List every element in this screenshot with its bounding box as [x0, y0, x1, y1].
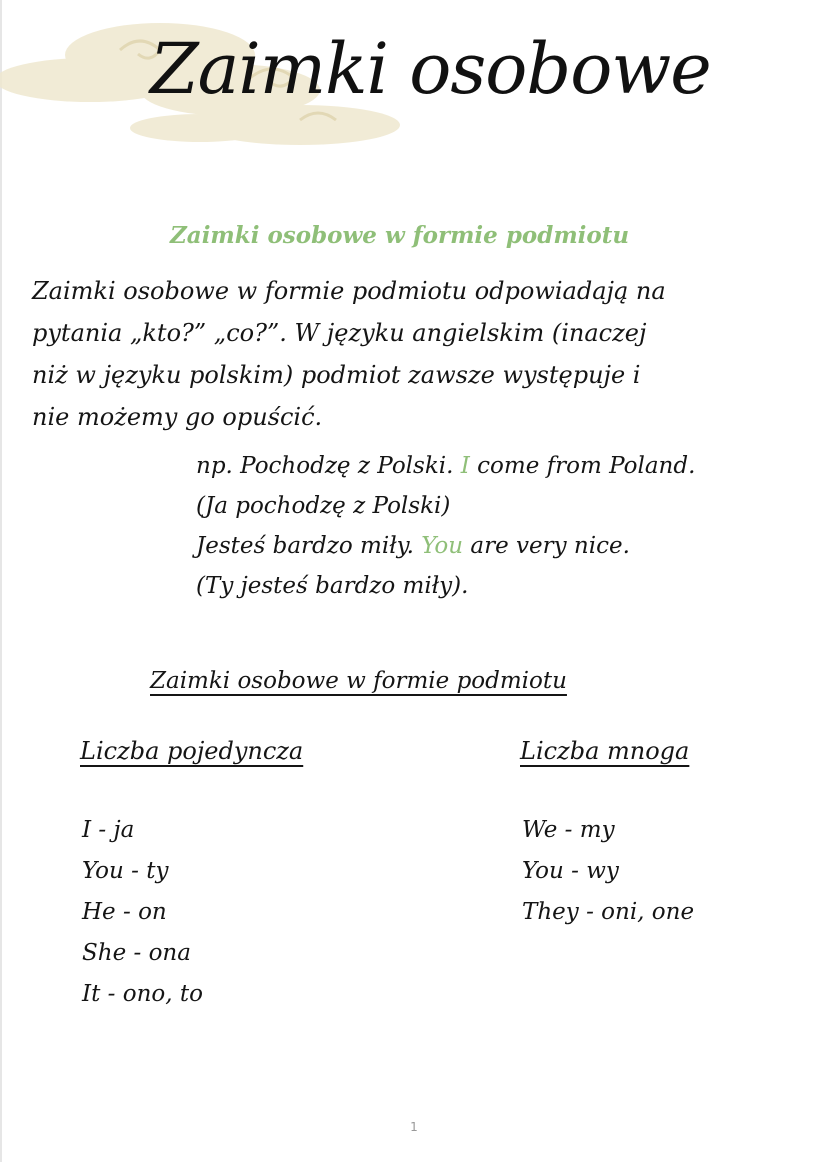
pronoun-item: You - ty	[82, 858, 169, 884]
example-line-4: (Ty jesteś bardzo miły).	[196, 573, 469, 599]
example-line-2: (Ja pochodzę z Polski)	[196, 493, 451, 519]
pronoun-item: She - ona	[82, 940, 191, 966]
pronoun-item: You - wy	[522, 858, 619, 884]
plural-pronoun-list	[522, 810, 694, 933]
intro-line: Zaimki osobowe w formie podmiotu odpowiadają na	[32, 277, 666, 305]
example-highlight: You	[421, 533, 464, 559]
intro-line: niż w języku polskim) podmiot zawsze występuje i	[32, 361, 641, 389]
section-subheading: Zaimki osobowe w formie podmiotu	[170, 222, 630, 249]
pronoun-table-title: Zaimki osobowe w formie podmiotu	[150, 668, 567, 694]
example-text: np. Pochodzę z Polski.	[196, 453, 461, 479]
pronoun-item: It - ono, to	[82, 981, 203, 1007]
examples-block	[196, 446, 695, 606]
example-line-1	[196, 446, 695, 486]
example-text: are very nice.	[463, 533, 630, 559]
plural-header: Liczba mnoga	[520, 737, 690, 765]
pronoun-item: He - on	[82, 899, 167, 925]
page-number: 1	[410, 1120, 418, 1134]
example-text: come from Poland.	[469, 453, 696, 479]
singular-pronoun-list	[82, 810, 203, 1015]
pronoun-item: They - oni, one	[522, 899, 695, 925]
pronoun-item: We - my	[522, 817, 615, 843]
intro-line: nie możemy go opuścić.	[32, 403, 323, 431]
pronoun-item: I - ja	[82, 817, 135, 843]
example-highlight: I	[460, 453, 470, 479]
example-line-3	[196, 526, 695, 566]
intro-line: pytania „kto?” „co?”. W języku angielskim (inaczej	[32, 319, 647, 347]
page-edge	[0, 0, 2, 1162]
page-title: Zaimki osobowe	[150, 28, 711, 110]
intro-paragraph	[32, 270, 802, 438]
singular-header: Liczba pojedyncza	[80, 737, 304, 765]
example-text: Jesteś bardzo miły.	[196, 533, 422, 559]
